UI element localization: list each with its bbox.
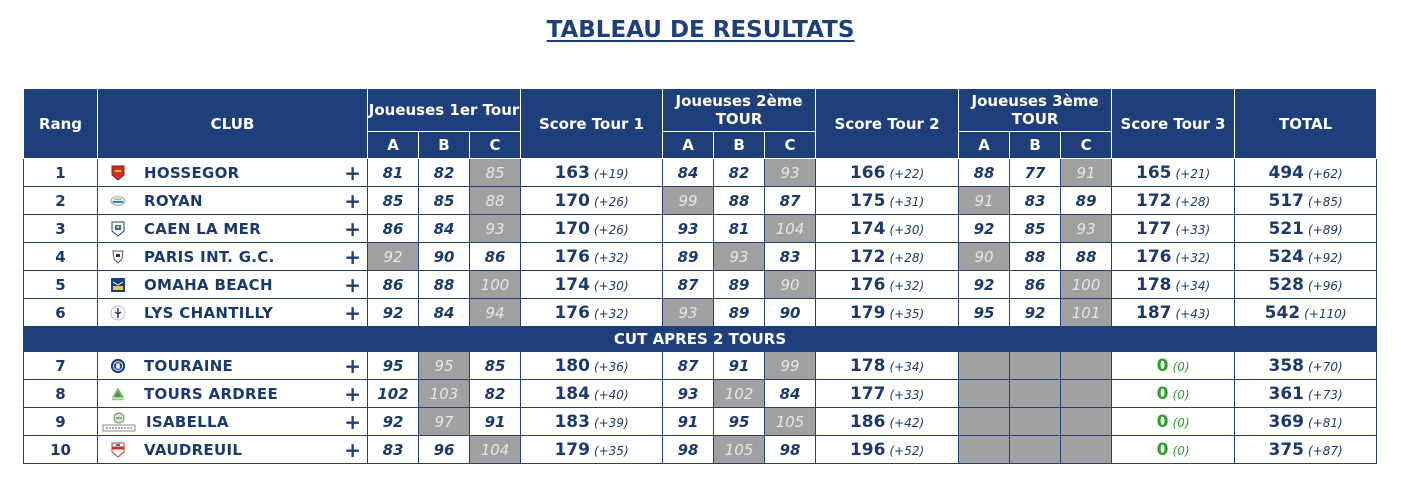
player-r2-b-score: 89: [714, 299, 765, 327]
score-round3: [1112, 408, 1235, 436]
score-round2-par: (+33): [889, 387, 925, 402]
score-round2: [816, 159, 959, 187]
player-r1-b-score: 82: [419, 159, 470, 187]
score-round3-par: (+34): [1175, 278, 1211, 293]
score-round1-value: 180: [554, 355, 590, 376]
player-r2-b-score: 91: [714, 352, 765, 380]
score-round1: [521, 271, 663, 299]
club-name: OMAHA BEACH: [144, 275, 273, 294]
header-r2-c: C: [765, 132, 816, 159]
omaha-logo: [110, 277, 126, 293]
score-round2: [816, 243, 959, 271]
player-r2-c-score: 90: [765, 299, 816, 327]
rank-cell: 3: [24, 215, 98, 243]
score-round3-par: (0): [1172, 443, 1190, 458]
score-round3-value: 178: [1136, 274, 1172, 295]
score-round2-par: (+30): [889, 222, 925, 237]
player-r2-a-score: 93: [663, 380, 714, 408]
header-players-round2: Joueuses 2ème TOUR: [663, 89, 816, 132]
score-round2-par: (+28): [889, 250, 925, 265]
player-r1-b-score: 84: [419, 215, 470, 243]
player-r2-a-score: 93: [663, 215, 714, 243]
touraine-logo: [110, 358, 126, 374]
total-score: [1235, 159, 1377, 187]
player-r1-c-score: 82: [470, 380, 521, 408]
total-score: [1235, 243, 1377, 271]
player-r3-empty: [1061, 408, 1112, 436]
score-round1: [521, 243, 663, 271]
player-r3-a-score: 90: [959, 243, 1010, 271]
score-round2-par: (+31): [889, 194, 925, 209]
score-round2-par: (+32): [889, 278, 925, 293]
score-round2: [816, 352, 959, 380]
header-r1-a: A: [368, 132, 419, 159]
player-r2-b-score: 89: [714, 271, 765, 299]
player-r2-c-score: 105: [765, 408, 816, 436]
total-score-par: (+81): [1308, 415, 1343, 430]
player-r1-c-score: 91: [470, 408, 521, 436]
player-r1-a-score: 102: [368, 380, 419, 408]
player-r2-b-score: 82: [714, 159, 765, 187]
score-round1-par: (+36): [593, 359, 629, 374]
rank-cell: 8: [24, 380, 98, 408]
player-r3-b-score: 77: [1010, 159, 1061, 187]
score-round3-par: (+43): [1175, 306, 1211, 321]
total-score-value: 528: [1268, 274, 1304, 295]
score-round1: [521, 352, 663, 380]
total-score: [1235, 215, 1377, 243]
rank-cell: 6: [24, 299, 98, 327]
score-round2: [816, 408, 959, 436]
total-score-value: 521: [1268, 218, 1304, 239]
player-r2-c-score: 98: [765, 436, 816, 464]
player-r3-empty: [1061, 436, 1112, 464]
player-r1-a-score: 92: [368, 243, 419, 271]
player-r3-empty: [959, 352, 1010, 380]
score-round1-value: 163: [554, 162, 590, 183]
player-r1-c-score: 86: [470, 243, 521, 271]
score-round1-par: (+32): [593, 250, 629, 265]
player-r3-empty: [1061, 352, 1112, 380]
score-round3: [1112, 159, 1235, 187]
score-round1-value: 170: [554, 190, 590, 211]
score-round2-value: 179: [849, 302, 886, 323]
score-round2: [816, 215, 959, 243]
score-round3-value: 0: [1156, 439, 1169, 460]
player-r1-b-score: 103: [419, 380, 470, 408]
table-row: [24, 243, 1377, 271]
score-round2-par: (+34): [889, 359, 925, 374]
player-r3-empty: [1010, 408, 1061, 436]
player-r2-a-score: 99: [663, 187, 714, 215]
player-r1-b-score: 97: [419, 408, 470, 436]
score-round3: [1112, 243, 1235, 271]
score-round1-value: 179: [554, 439, 590, 460]
header-r2-b: B: [714, 132, 765, 159]
caen-logo: [110, 221, 126, 237]
player-r1-a-score: 92: [368, 299, 419, 327]
player-r3-b-score: 92: [1010, 299, 1061, 327]
score-round1: [521, 436, 663, 464]
table-row: [24, 380, 1377, 408]
player-r3-a-score: 91: [959, 187, 1010, 215]
player-r1-a-score: 86: [368, 271, 419, 299]
score-round3: [1112, 215, 1235, 243]
score-round1: [521, 380, 663, 408]
score-round2: [816, 436, 959, 464]
expand-plus-icon[interactable]: +: [344, 300, 361, 325]
score-round3-par: (+33): [1175, 222, 1211, 237]
score-round1-value: 183: [554, 411, 590, 432]
player-r3-b-score: 88: [1010, 243, 1061, 271]
score-round1-par: (+35): [593, 443, 629, 458]
total-score: [1235, 271, 1377, 299]
table-row: [24, 271, 1377, 299]
expand-plus-icon[interactable]: +: [344, 188, 361, 213]
score-round1-par: (+19): [593, 166, 629, 181]
score-round3-value: 177: [1136, 218, 1172, 239]
hossegor-logo: [110, 165, 126, 181]
total-score-par: (+92): [1308, 250, 1343, 265]
score-round3-value: 0: [1156, 411, 1169, 432]
lys-logo: [110, 305, 126, 321]
player-r3-empty: [959, 380, 1010, 408]
score-round2: [816, 187, 959, 215]
score-round2-value: 166: [849, 162, 886, 183]
score-round3: [1112, 299, 1235, 327]
header-score-round3: Score Tour 3: [1112, 89, 1235, 159]
club-name: LYS CHANTILLY: [144, 303, 274, 322]
player-r2-b-score: 81: [714, 215, 765, 243]
player-r3-c-score: 93: [1061, 215, 1112, 243]
total-score: [1235, 299, 1377, 327]
player-r2-a-score: 87: [663, 271, 714, 299]
score-round2-par: (+35): [889, 306, 925, 321]
royan-logo: [110, 193, 126, 209]
score-round3-value: 176: [1136, 246, 1172, 267]
player-r1-b-score: 90: [419, 243, 470, 271]
header-rang: Rang: [24, 89, 98, 159]
score-round1-par: (+39): [593, 415, 629, 430]
player-r3-empty: [1061, 380, 1112, 408]
score-round1-value: 170: [554, 218, 590, 239]
player-r1-c-score: 88: [470, 187, 521, 215]
club-cell: [98, 380, 368, 408]
score-round1-value: 184: [554, 383, 590, 404]
page-title: TABLEAU DE RESULTATS: [546, 17, 855, 43]
score-round3-value: 0: [1156, 355, 1169, 376]
vaudreuil-logo: [110, 442, 126, 458]
score-round3: [1112, 187, 1235, 215]
total-score-par: (+96): [1308, 278, 1343, 293]
expand-plus-icon[interactable]: +: [344, 272, 361, 297]
score-round1-par: (+26): [593, 222, 629, 237]
player-r3-empty: [1010, 352, 1061, 380]
header-total: TOTAL: [1235, 89, 1377, 159]
expand-plus-icon[interactable]: +: [344, 216, 361, 241]
paris-logo: [110, 249, 126, 265]
player-r3-c-score: 88: [1061, 243, 1112, 271]
header-players-round1: Joueuses 1er Tour: [368, 89, 521, 132]
club-name: ISABELLA: [146, 412, 229, 431]
header-r1-b: B: [419, 132, 470, 159]
player-r1-b-score: 95: [419, 352, 470, 380]
player-r3-empty: [1010, 380, 1061, 408]
tours-logo: [110, 386, 126, 402]
table-row: [24, 159, 1377, 187]
score-round1-value: 176: [554, 302, 590, 323]
player-r3-c-score: 91: [1061, 159, 1112, 187]
table-row: [24, 187, 1377, 215]
player-r3-a-score: 88: [959, 159, 1010, 187]
player-r1-b-score: 96: [419, 436, 470, 464]
total-score-value: 361: [1268, 383, 1304, 404]
header-score-round1: Score Tour 1: [521, 89, 663, 159]
table-row: [24, 215, 1377, 243]
player-r2-b-score: 93: [714, 243, 765, 271]
rank-cell: 9: [24, 408, 98, 436]
player-r3-a-score: 95: [959, 299, 1010, 327]
player-r2-a-score: 87: [663, 352, 714, 380]
total-score-par: (+87): [1308, 443, 1343, 458]
score-round1: [521, 187, 663, 215]
score-round2-value: 174: [849, 218, 886, 239]
club-cell: [98, 159, 368, 187]
score-round2-value: 175: [849, 190, 886, 211]
club-cell: [98, 271, 368, 299]
score-round1: [521, 215, 663, 243]
score-round1: [521, 408, 663, 436]
expand-plus-icon[interactable]: +: [344, 409, 361, 434]
rank-cell: 10: [24, 436, 98, 464]
total-score-par: (+110): [1304, 306, 1347, 321]
total-score-value: 494: [1268, 162, 1304, 183]
player-r2-c-score: 104: [765, 215, 816, 243]
player-r3-c-score: 89: [1061, 187, 1112, 215]
header-r3-c: C: [1061, 132, 1112, 159]
header-club: CLUB: [98, 89, 368, 159]
table-row: [24, 352, 1377, 380]
expand-plus-icon[interactable]: +: [344, 437, 361, 462]
club-name: TOURAINE: [144, 356, 234, 375]
score-round2-value: 178: [849, 355, 886, 376]
player-r3-empty: [959, 436, 1010, 464]
total-score: [1235, 187, 1377, 215]
score-round2-value: 196: [849, 439, 886, 460]
score-round3-par: (+21): [1175, 166, 1211, 181]
club-name: TOURS ARDREE: [144, 384, 278, 403]
rank-cell: 2: [24, 187, 98, 215]
score-round1: [521, 299, 663, 327]
total-score-par: (+89): [1308, 222, 1343, 237]
score-round3-value: 172: [1136, 190, 1172, 211]
club-cell: [98, 408, 368, 436]
total-score-par: (+73): [1308, 387, 1343, 402]
player-r1-c-score: 100: [470, 271, 521, 299]
score-round1-par: (+26): [593, 194, 629, 209]
table-row: [24, 436, 1377, 464]
score-round3-par: (+28): [1175, 194, 1211, 209]
player-r2-c-score: 99: [765, 352, 816, 380]
club-name: CAEN LA MER: [144, 219, 262, 238]
score-round3-par: (+32): [1175, 250, 1211, 265]
total-score-par: (+70): [1308, 359, 1343, 374]
player-r2-c-score: 83: [765, 243, 816, 271]
score-round3: [1112, 380, 1235, 408]
score-round1-value: 174: [554, 274, 590, 295]
expand-plus-icon[interactable]: +: [344, 244, 361, 269]
player-r1-a-score: 83: [368, 436, 419, 464]
total-score-par: (+85): [1308, 194, 1343, 209]
score-round2: [816, 299, 959, 327]
score-round3-par: (0): [1172, 415, 1190, 430]
rank-cell: 1: [24, 159, 98, 187]
total-score-value: 358: [1268, 355, 1304, 376]
player-r2-b-score: 102: [714, 380, 765, 408]
club-name: HOSSEGOR: [144, 163, 240, 182]
player-r2-a-score: 98: [663, 436, 714, 464]
player-r3-b-score: 85: [1010, 215, 1061, 243]
player-r1-a-score: 85: [368, 187, 419, 215]
score-round1-value: 176: [554, 246, 590, 267]
player-r1-a-score: 86: [368, 215, 419, 243]
player-r2-b-score: 105: [714, 436, 765, 464]
total-score-value: 375: [1268, 439, 1304, 460]
club-cell: [98, 243, 368, 271]
player-r1-a-score: 95: [368, 352, 419, 380]
player-r1-c-score: 94: [470, 299, 521, 327]
header-players-round3: Joueuses 3ème TOUR: [959, 89, 1112, 132]
total-score: [1235, 380, 1377, 408]
score-round2-value: 177: [849, 383, 886, 404]
score-round1-par: (+32): [593, 306, 629, 321]
score-round3: [1112, 352, 1235, 380]
total-score-par: (+62): [1308, 166, 1343, 181]
player-r3-b-score: 83: [1010, 187, 1061, 215]
table-row: [24, 408, 1377, 436]
score-round2-value: 176: [849, 274, 886, 295]
club-cell: [98, 187, 368, 215]
club-name: ROYAN: [144, 191, 203, 210]
player-r3-b-score: 86: [1010, 271, 1061, 299]
player-r2-c-score: 90: [765, 271, 816, 299]
player-r3-a-score: 92: [959, 215, 1010, 243]
player-r2-a-score: 89: [663, 243, 714, 271]
player-r2-a-score: 84: [663, 159, 714, 187]
player-r2-a-score: 91: [663, 408, 714, 436]
score-round2-par: (+22): [889, 166, 925, 181]
club-name: VAUDREUIL: [144, 440, 243, 459]
score-round2: [816, 380, 959, 408]
total-score: [1235, 436, 1377, 464]
player-r1-b-score: 88: [419, 271, 470, 299]
club-cell: [98, 352, 368, 380]
player-r3-empty: [959, 408, 1010, 436]
player-r1-c-score: 85: [470, 352, 521, 380]
table-row: [24, 299, 1377, 327]
header-r3-a: A: [959, 132, 1010, 159]
score-round1-par: (+30): [593, 278, 629, 293]
club-cell: [98, 299, 368, 327]
total-score: [1235, 352, 1377, 380]
score-round2-par: (+52): [889, 443, 925, 458]
player-r3-empty: [1010, 436, 1061, 464]
score-round3-par: (0): [1172, 359, 1190, 374]
player-r1-a-score: 81: [368, 159, 419, 187]
player-r1-b-score: 84: [419, 299, 470, 327]
total-score-value: 542: [1264, 302, 1301, 323]
player-r2-c-score: 84: [765, 380, 816, 408]
player-r1-a-score: 92: [368, 408, 419, 436]
score-round2-value: 186: [849, 411, 886, 432]
club-cell: [98, 215, 368, 243]
player-r1-c-score: 104: [470, 436, 521, 464]
header-r3-b: B: [1010, 132, 1061, 159]
score-round3-value: 0: [1156, 383, 1169, 404]
expand-plus-icon[interactable]: +: [344, 353, 361, 378]
total-score-value: 369: [1268, 411, 1304, 432]
header-r1-c: C: [470, 132, 521, 159]
player-r3-c-score: 101: [1061, 299, 1112, 327]
score-round2-par: (+42): [889, 415, 925, 430]
club-name: PARIS INT. G.C.: [144, 247, 275, 266]
total-score: [1235, 408, 1377, 436]
player-r1-c-score: 85: [470, 159, 521, 187]
player-r3-a-score: 92: [959, 271, 1010, 299]
player-r2-b-score: 95: [714, 408, 765, 436]
player-r1-c-score: 93: [470, 215, 521, 243]
club-cell: [98, 436, 368, 464]
isabella-logo: [102, 414, 136, 430]
score-round3-value: 187: [1136, 302, 1172, 323]
total-score-value: 524: [1268, 246, 1304, 267]
expand-plus-icon[interactable]: +: [344, 160, 361, 185]
score-round2-value: 172: [849, 246, 886, 267]
total-score-value: 517: [1268, 190, 1304, 211]
score-round2: [816, 271, 959, 299]
score-round1-par: (+40): [593, 387, 629, 402]
player-r1-b-score: 85: [419, 187, 470, 215]
results-table: [23, 88, 1377, 464]
player-r2-c-score: 93: [765, 159, 816, 187]
score-round1: [521, 159, 663, 187]
expand-plus-icon[interactable]: +: [344, 381, 361, 406]
player-r2-c-score: 87: [765, 187, 816, 215]
cut-row: [24, 327, 1377, 352]
player-r3-c-score: 100: [1061, 271, 1112, 299]
score-round3-value: 165: [1136, 162, 1172, 183]
header-score-round2: Score Tour 2: [816, 89, 959, 159]
cut-label: CUT APRES 2 TOURS: [24, 327, 1377, 352]
rank-cell: 4: [24, 243, 98, 271]
score-round3-par: (0): [1172, 387, 1190, 402]
score-round3: [1112, 436, 1235, 464]
player-r2-b-score: 88: [714, 187, 765, 215]
header-r2-a: A: [663, 132, 714, 159]
player-r2-a-score: 93: [663, 299, 714, 327]
rank-cell: 5: [24, 271, 98, 299]
score-round3: [1112, 271, 1235, 299]
rank-cell: 7: [24, 352, 98, 380]
